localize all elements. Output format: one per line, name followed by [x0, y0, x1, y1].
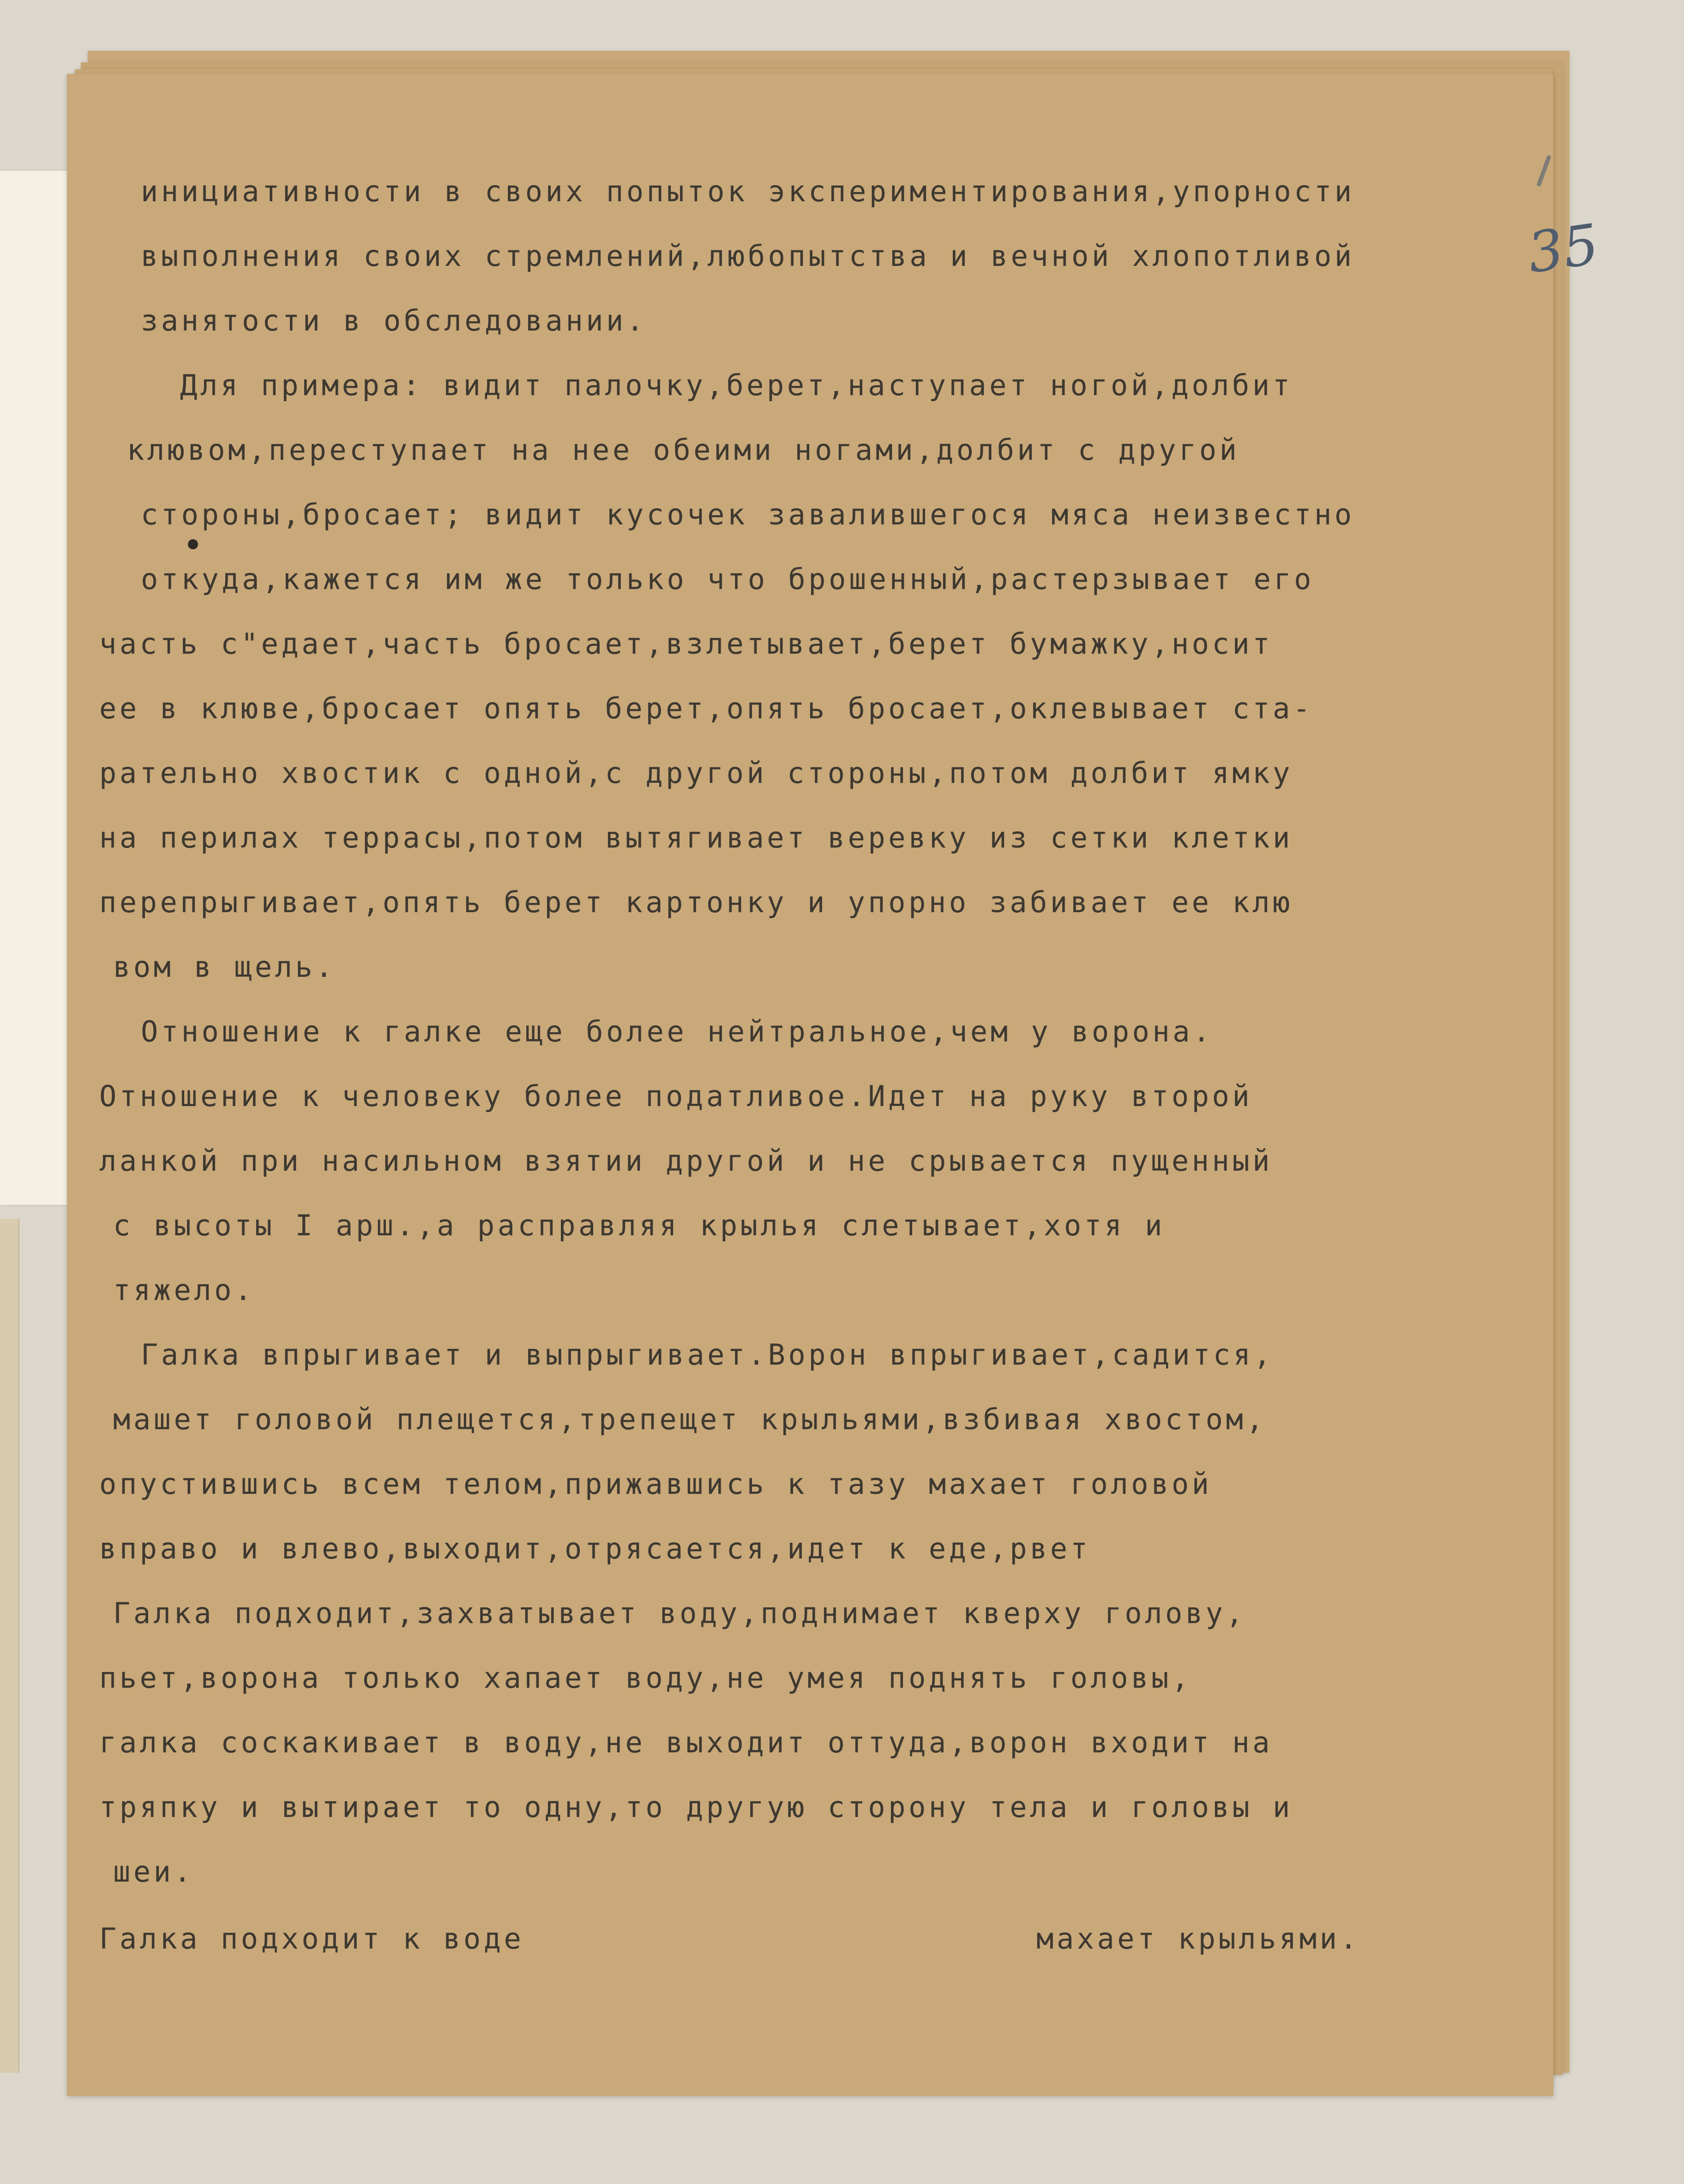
text-line: вправо и влево,выходит,отрясается,идет к еде,рвет [99, 1532, 1091, 1565]
text-line: на перилах террасы,потом вытягивает веревку из сетки клетки [99, 821, 1293, 854]
text-line: тряпку и вытирает то одну,то другую сторону тела и головы и [99, 1790, 1293, 1824]
text-line: машет головой плещется,трепещет крыльями,взбивая хвостом, [113, 1402, 1267, 1436]
text-line: Отношение к галке еще более нейтральное,чем у ворона. [141, 1015, 1213, 1048]
ink-blot [188, 539, 198, 549]
page-number: 35 [1524, 212, 1603, 286]
text-line: галка соскакивает в воду,не выходит оттуда,ворон входит на [99, 1726, 1273, 1759]
text-line-left: Галка подходит к воде [99, 1922, 524, 1955]
typewritten-page [67, 74, 1603, 2096]
text-line-right: махает крыльями. [1036, 1922, 1360, 1955]
text-line: вом в щель. [113, 950, 336, 984]
text-line: часть с"едает,часть бросает,взлетывает,берет бумажку,носит [99, 627, 1273, 661]
text-line: откуда,кажется им же только что брошенный,растерзывает его [141, 562, 1314, 596]
text-line: выполнения своих стремлений,любопытства и вечной хлопотливой [141, 239, 1355, 273]
text-line: Галка подходит,захватывает воду,поднимает кверху голову, [113, 1596, 1246, 1630]
text-line: ланкой при насильном взятии другой и не срывается пущенный [99, 1144, 1273, 1178]
pencil-mark [1536, 155, 1551, 187]
text-line: рательно хвостик с одной,с другой стороны,потом долбит ямку [99, 756, 1293, 790]
text-line: опустившись всем телом,прижавшись к тазу махает головой [99, 1467, 1212, 1501]
underlying-sheet-edge [0, 1219, 19, 2073]
text-line: занятости в обследовании. [141, 304, 647, 337]
text-line: тяжело. [113, 1273, 255, 1307]
text-line: с высоты I арш.,а расправляя крылья слетывает,хотя и [113, 1209, 1166, 1242]
text-line: перепрыгивает,опять берет картонку и упорно забивает ее клю [99, 885, 1293, 919]
text-line: Отношение к человеку более податливое.Идет на руку второй [99, 1079, 1253, 1113]
text-line: Галка впрыгивает и выпрыгивает.Ворон впрыгивает,садится, [141, 1338, 1274, 1372]
text-line: ее в клюве,бросает опять берет,опять бросает,оклевывает ста- [99, 692, 1313, 725]
text-line: шеи. [113, 1855, 194, 1889]
underlying-white-sheet [0, 171, 69, 1205]
text-line: стороны,бросает; видит кусочек завалившегося мяса неизвестно [141, 498, 1355, 531]
text-line: инициативности в своих попыток экспериментирования,упорности [141, 174, 1355, 208]
text-line: пьет,ворона только хапает воду,не умея поднять головы, [99, 1661, 1192, 1695]
text-line: клювом,переступает на нее обеими ногами,долбит с другой [127, 433, 1240, 467]
text-line: Для примера: видит палочку,берет,наступает ногой,долбит [180, 368, 1293, 402]
